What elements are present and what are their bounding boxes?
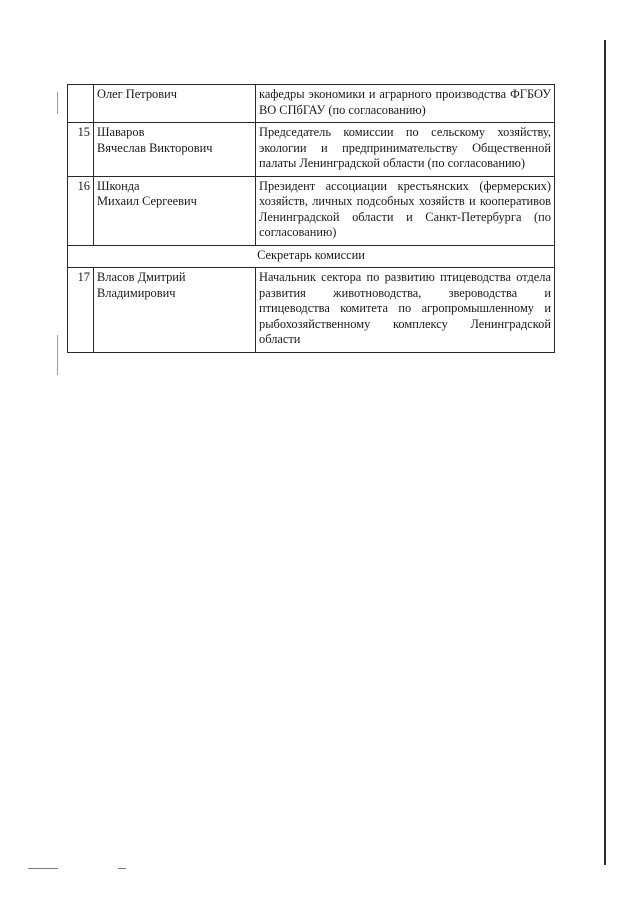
member-name-line: Олег Петрович bbox=[97, 87, 177, 101]
member-name bbox=[94, 176, 256, 245]
committee-members-table bbox=[67, 84, 555, 353]
scan-artifact bbox=[28, 868, 58, 869]
table-section-row bbox=[68, 245, 555, 268]
table-row bbox=[68, 85, 555, 123]
scan-edge-line bbox=[604, 40, 606, 865]
table-row bbox=[68, 123, 555, 177]
table-row bbox=[68, 176, 555, 245]
scan-artifact bbox=[118, 868, 126, 869]
section-title: Секретарь комиссии bbox=[68, 245, 555, 268]
member-name-line: Шаваров bbox=[97, 125, 145, 139]
scan-artifact bbox=[57, 335, 58, 375]
member-name-line: Власов Дмитрий bbox=[97, 270, 186, 284]
member-name bbox=[94, 268, 256, 353]
member-name bbox=[94, 85, 256, 123]
member-role: кафедры экономики и аграрного производства ФГБОУ ВО СПбГАУ (по согласованию) bbox=[256, 85, 555, 123]
row-number: 16 bbox=[68, 176, 94, 245]
member-role: Председатель комиссии по сельскому хозяйству, экологии и предпринимательству Общественной палаты Ленинградской области (по согласованию) bbox=[256, 123, 555, 177]
row-number: 15 bbox=[68, 123, 94, 177]
member-role: Президент ассоциации крестьянских (фермерских) хозяйств, личных подсобных хозяйств и кооперативов Ленинградской области и Санкт-Петербурга (по согласованию) bbox=[256, 176, 555, 245]
scan-artifact bbox=[57, 92, 58, 114]
member-name-line: Вячеслав Викторович bbox=[97, 140, 213, 155]
member-name-line: Михаил Сергеевич bbox=[97, 194, 197, 208]
member-role: Начальник сектора по развитию птицеводства отдела развития животноводства, звероводства и птицеводства комитета по агропромышленному и рыбохозяйственному комплексу Ленинградской области bbox=[256, 268, 555, 353]
row-number bbox=[68, 85, 94, 123]
table-row bbox=[68, 268, 555, 353]
member-name-line: Владимирович bbox=[97, 285, 176, 300]
row-number: 17 bbox=[68, 268, 94, 353]
member-name-line: Шконда bbox=[97, 178, 140, 193]
member-name bbox=[94, 123, 256, 177]
